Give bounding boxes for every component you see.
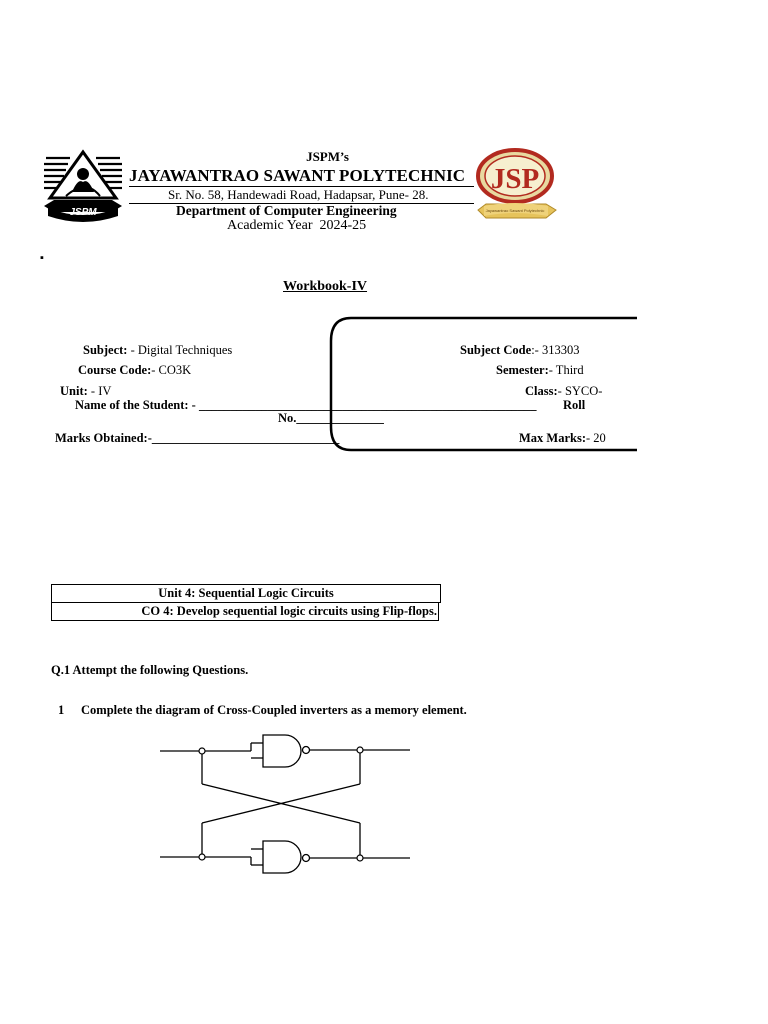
svg-text:Jayawantrao Sawant Polytechnic: Jayawantrao Sawant Polytechnic <box>485 208 545 213</box>
class-label: Class: <box>525 384 558 398</box>
max-marks-label: Max Marks: <box>519 431 586 445</box>
svg-text:JSPM: JSPM <box>69 207 97 218</box>
semester-value: - Third <box>548 363 584 377</box>
institute-name: JAYAWANTRAO SAWANT POLYTECHNIC <box>129 166 466 185</box>
subject-line <box>83 343 232 358</box>
subject-code-line <box>460 343 579 358</box>
academic-year: Academic Year 2024-25 <box>227 218 367 233</box>
class-line <box>525 384 602 399</box>
semester-label: Semester: <box>496 363 549 377</box>
unit-label: Unit: <box>60 384 88 398</box>
student-name-field[interactable]: Name of the Student: - ______________________________________________________ <box>75 398 537 412</box>
unit-line <box>60 384 111 399</box>
jsp-logo <box>474 148 562 228</box>
cross-coupled-circuit-diagram <box>155 728 420 878</box>
roll-label: Roll <box>563 398 586 412</box>
question-1-number: 1 <box>58 703 65 717</box>
unit-value: - IV <box>87 384 112 398</box>
unit-title: Unit 4: Sequential Logic Circuits <box>158 586 334 600</box>
co-box <box>51 602 439 621</box>
co-text: CO 4: Develop sequential logic circuits using Flip-flops. <box>141 604 437 618</box>
bullet-marker: ▪ <box>40 252 44 264</box>
question-1-text: Complete the diagram of Cross-Coupled inverters as a memory element. <box>81 703 467 717</box>
course-code-line <box>78 363 191 378</box>
org-short-name: JSPM’s <box>306 149 349 164</box>
course-code-label: Course Code: <box>78 363 152 377</box>
class-value: - SYCO- <box>557 384 603 398</box>
max-marks-line <box>519 431 606 446</box>
roll-no-field[interactable]: No.______________ <box>278 411 384 425</box>
max-marks-value: - 20 <box>586 431 606 445</box>
marks-obtained-field[interactable]: Marks Obtained:-______________________________ <box>55 431 340 445</box>
svg-text:JSP: JSP <box>490 163 540 195</box>
subject-label: Subject: <box>83 343 128 357</box>
subject-code-label: Subject Code <box>460 343 532 357</box>
institute-address: Sr. No. 58, Handewadi Road, Hadapsar, Pune- 28. <box>168 187 429 202</box>
subject-value: - Digital Techniques <box>127 343 233 357</box>
unit-title-box <box>51 584 441 603</box>
question-heading: Q.1 Attempt the following Questions. <box>51 663 249 677</box>
subject-code-value: :- 313303 <box>531 343 580 357</box>
course-code-value: - CO3K <box>151 363 192 377</box>
semester-line <box>496 363 584 378</box>
department-name: Department of Computer Engineering <box>176 203 397 218</box>
workbook-title: Workbook-IV <box>283 279 368 294</box>
